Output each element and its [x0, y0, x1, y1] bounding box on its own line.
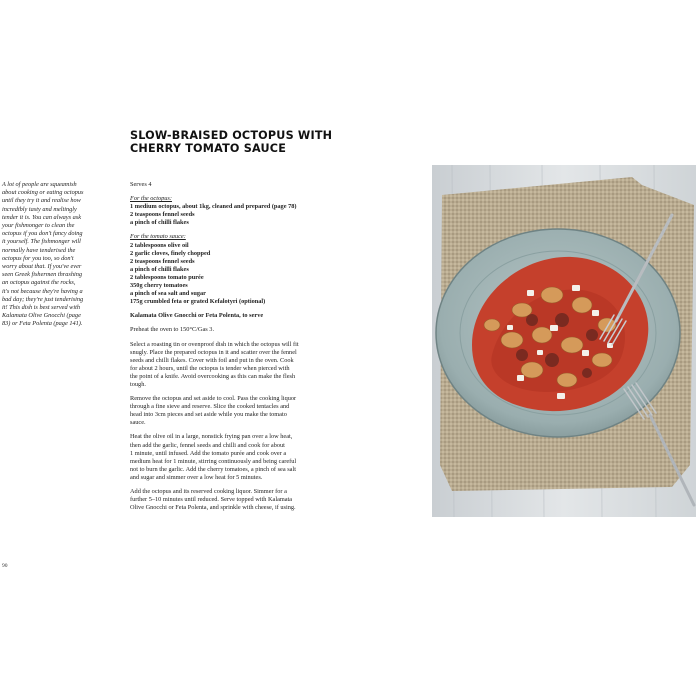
intro-line: tender it is. You can always ask	[2, 213, 82, 221]
ingredient: a pinch of sea salt and sugar	[130, 290, 206, 298]
method-line: and sugar and simmer over a low heat for 5 minutes.	[130, 473, 263, 481]
intro-line: your fishmonger to clean the	[2, 222, 75, 230]
method-line: not to burn the garlic. Add the cherry tomatoes, a pinch of sea salt	[130, 465, 296, 473]
method-step-2	[130, 341, 320, 390]
method-line: sauce.	[130, 419, 146, 427]
ingredient: 2 teaspoons fennel seeds	[130, 257, 195, 265]
method-step-5	[130, 488, 320, 512]
intro-line: octopus if you don't fancy doing	[2, 230, 83, 238]
intro-line: until they try it and realise how	[2, 197, 81, 205]
method-line: for about 2 hours, until the octopus is tender when pierced with	[130, 364, 290, 372]
method-line: Preheat the oven to 150°C/Gas 3.	[130, 326, 215, 334]
method-line: seeds and chilli flakes. Cover with foil and put in the oven. Cook	[130, 356, 294, 364]
intro-line: normally have tenderised the	[2, 246, 76, 254]
intro-line: A lot of people are squeamish	[2, 181, 77, 188]
method-line: Olive Gnocchi or Feta Polenta, and sprinkle with cheese, if using.	[130, 504, 296, 512]
recipe-title-line: CHERRY TOMATO SAUCE	[130, 142, 287, 155]
ingredient: 1 medium octopus, about 1kg, cleaned and prepared (page 78)	[130, 203, 297, 211]
ingredient: 175g crumbled feta or grated Kefalotyri (optional)	[130, 298, 266, 306]
intro-line: an octopus against the rocks,	[2, 279, 76, 287]
method-line: the point of a knife. Avoid overcooking as this can make the flesh	[130, 372, 296, 380]
dish-photo	[432, 165, 696, 517]
ingredient: a pinch of chilli flakes	[130, 265, 189, 273]
intro-line: worry about that. If you've ever	[2, 263, 82, 271]
ingredient: 2 tablespoons olive oil	[130, 241, 189, 249]
page-number: 90	[2, 563, 8, 569]
octopus-heading: For the octopus:	[130, 195, 172, 203]
method-line: Select a roasting tin or ovenproof dish in which the octopus will fit	[130, 340, 299, 348]
ingredient: 350g cherry tomatoes	[130, 282, 188, 290]
intro-line: 83) or Feta Polenta (page 141).	[2, 320, 83, 328]
ingredient: a pinch of chilli flakes	[130, 219, 189, 227]
ingredient: 2 teaspoons fennel seeds	[130, 211, 195, 219]
intro-line: seen Greek fishermen thrashing	[2, 271, 83, 279]
method-step-1	[130, 326, 320, 334]
intro-line: bad day; they're just tenderising	[2, 295, 84, 303]
method-step-4	[130, 433, 320, 482]
method-step-3	[130, 395, 320, 427]
recipe-body	[130, 181, 320, 512]
method-line: snugly. Place the prepared octopus in it and scatter over the fennel	[130, 348, 297, 356]
method-line: then add the garlic, fennel seeds and chilli and cook for about	[130, 441, 285, 449]
method-line: Heat the olive oil in a large, nonstick frying pan over a low heat,	[130, 433, 293, 441]
intro-line: octopus for you too, so don't	[2, 254, 74, 262]
serve-with: Kalamata Olive Gnocchi or Feta Polenta, to serve	[130, 312, 264, 320]
method-line: tough.	[130, 380, 146, 388]
method-line: 1 minute, until infused. Add the tomato purée and cook over a	[130, 449, 287, 457]
sauce-heading: For the tomato sauce:	[130, 233, 186, 241]
recipe-title-line: SLOW-BRAISED OCTOPUS WITH	[130, 129, 333, 142]
ingredient: 2 tablespoons tomato purée	[130, 273, 204, 281]
serves-text: Serves 4	[130, 181, 152, 188]
recipe-title	[130, 129, 420, 155]
method-line: through a fine sieve and reserve. Slice the cooked tentacles and	[130, 403, 290, 411]
method-line: Remove the octopus and set aside to cool. Pass the cooking liquor	[130, 395, 297, 403]
intro-line: incredibly tasty and meltingly	[2, 205, 77, 213]
intro-line: about cooking or eating octopus	[2, 189, 84, 197]
intro-line: it! This dish is best served with	[2, 304, 81, 312]
method-line: medium heat for 1 minute, stirring continuously and being careful	[130, 457, 297, 465]
intro-line: it yourself. The fishmonger will	[2, 238, 81, 246]
intro-line: Kalamata Olive Gnocchi (page	[2, 312, 81, 320]
intro-line: it's not because they're having a	[2, 287, 83, 295]
method-line: head into 3cm pieces and set aside while you make the tomato	[130, 411, 287, 419]
intro-text	[2, 181, 122, 329]
ingredient: 2 garlic cloves, finely chopped	[130, 249, 211, 257]
method-line: further 5–10 minutes until reduced. Serve topped with Kalamata	[130, 496, 293, 504]
method-line: Add the octopus and its reserved cooking liquor. Simmer for a	[130, 488, 287, 495]
